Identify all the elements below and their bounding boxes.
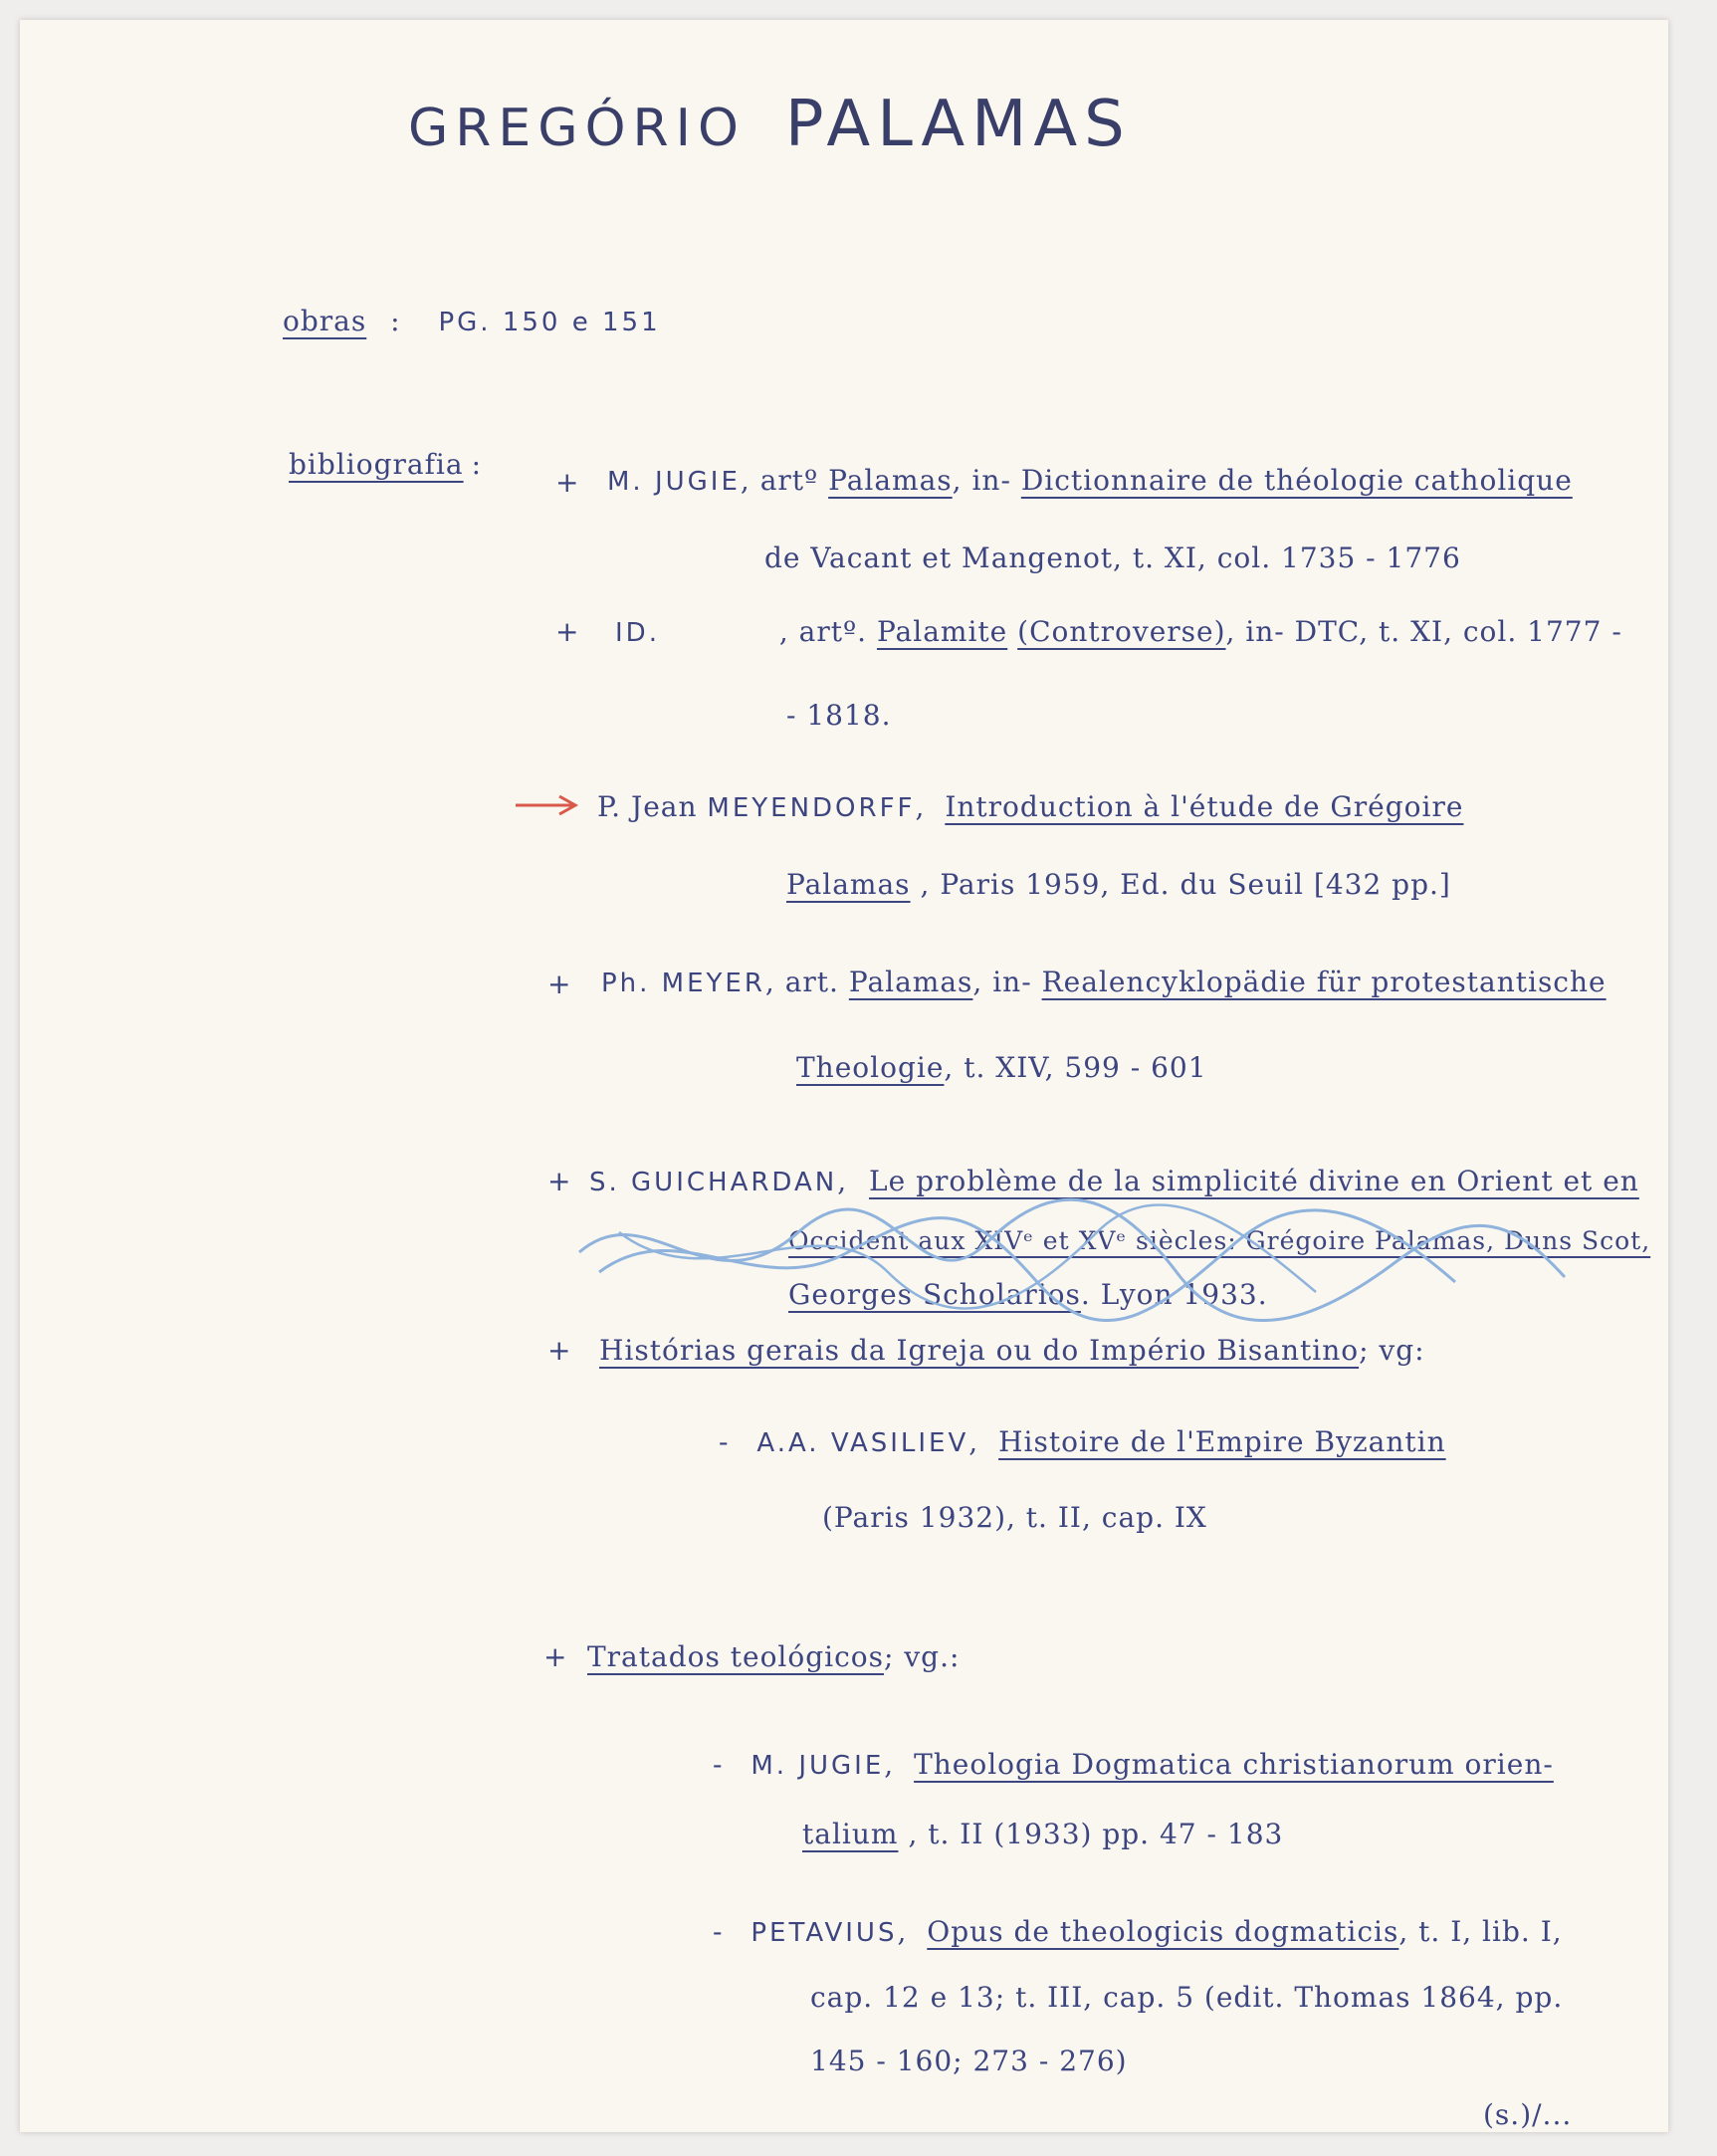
entry-work: Histoire de l'Empire Byzantin xyxy=(998,1425,1446,1458)
page-title xyxy=(408,88,1132,161)
entry-author: M. JUGIE xyxy=(607,467,741,497)
dash: - xyxy=(713,1748,724,1781)
entry-text: ; vg.: xyxy=(884,1640,961,1673)
continued-mark: (s.)/... xyxy=(1483,2098,1573,2131)
entry-text: , artº xyxy=(740,464,819,497)
entry-work: Dictionnaire de théologie catholique xyxy=(1020,464,1573,497)
works-value: PG. 150 e 151 xyxy=(438,308,661,337)
document-page xyxy=(20,20,1668,2132)
title-first: GREGÓRIO xyxy=(408,99,746,158)
entry-text: , art. xyxy=(764,966,839,998)
red-arrow-icon xyxy=(514,790,583,820)
entry-text: , t. XIV, 599 - 601 xyxy=(944,1051,1207,1084)
entry-text: . Lyon 1933. xyxy=(1080,1278,1268,1311)
bullet: + xyxy=(547,968,571,1000)
entry-work: Opus de theologicis dogmaticis xyxy=(927,1915,1399,1948)
entry-text: ; vg: xyxy=(1359,1334,1425,1367)
entry-article: Palamite xyxy=(876,615,1008,648)
entry-continuation: (Paris 1932), t. II, cap. IX xyxy=(822,1501,1207,1534)
bullet: + xyxy=(543,1640,567,1673)
entry-work: Theologia Dogmatica christianorum orien- xyxy=(914,1748,1554,1781)
entry-work: Palamas xyxy=(786,868,911,901)
entry-continuation xyxy=(796,1051,1207,1084)
entry-author: A.A. VASILIEV xyxy=(756,1428,969,1458)
entry-text: , xyxy=(897,1915,908,1948)
entry-continuation: - 1818. xyxy=(786,699,892,732)
entry-author-prefix: P. Jean xyxy=(597,790,698,823)
entry-text: , xyxy=(837,1165,848,1197)
entry-text: , in- xyxy=(952,464,1011,497)
entry-continuation: 145 - 160; 273 - 276) xyxy=(810,2045,1128,2077)
entry-author: PETAVIUS xyxy=(751,1918,898,1948)
entry-text: , artº. xyxy=(778,615,868,648)
dash: - xyxy=(719,1425,730,1458)
entry-work: Le problème de la simplicité divine en Orient et en xyxy=(869,1165,1639,1197)
entry-text: , xyxy=(915,790,926,823)
bibliography-heading xyxy=(289,448,482,481)
entry-article: Palamas xyxy=(828,464,953,497)
entry-text: , t. I, lib. I, xyxy=(1398,1915,1563,1948)
entry-work: Theologie xyxy=(796,1051,945,1084)
entry-heading: Histórias gerais da Igreja ou do Império Bisantino xyxy=(599,1334,1360,1367)
entry-author: M. JUGIE xyxy=(751,1751,885,1781)
entry-text: , xyxy=(884,1748,895,1781)
entry-continuation xyxy=(786,868,1451,901)
entry-heading: Tratados teológicos xyxy=(587,1640,885,1673)
entry-id-palamite xyxy=(615,615,1622,648)
entry-work: Occident aux XIVᵉ et XVᵉ siècles: Grégoire Palamas, Duns Scot, xyxy=(788,1226,1651,1255)
entry-work: Introduction à l'étude de Grégoire xyxy=(945,790,1464,823)
bullet: + xyxy=(547,1165,571,1197)
works-label: obras xyxy=(283,305,367,337)
works-line xyxy=(283,305,661,337)
entry-work: talium xyxy=(802,1818,899,1850)
entry-article: Palamas xyxy=(848,966,973,998)
entry-article-paren: (Controverse) xyxy=(1017,615,1226,648)
entry-work: Realencyklopädie für protestantische xyxy=(1041,966,1607,998)
entry-author: Ph. MEYER xyxy=(601,969,765,998)
bibliography-sep: : xyxy=(471,448,483,481)
entry-work: Georges Scholarios xyxy=(788,1278,1081,1311)
entry-continuation xyxy=(802,1818,1283,1850)
entry-jugie-dtc xyxy=(607,464,1573,497)
entry-meyer xyxy=(601,966,1607,998)
title-second: PALAMAS xyxy=(784,88,1132,161)
crossed-out-scribble xyxy=(559,1183,1654,1322)
entry-continuation: de Vacant et Mangenot, t. XI, col. 1735 - 1776 xyxy=(764,541,1461,574)
entry-continuation: cap. 12 e 13; t. III, cap. 5 (edit. Thomas 1864, pp. xyxy=(810,1981,1564,2014)
entry-author: S. GUICHARDAN xyxy=(589,1168,838,1197)
entry-historias xyxy=(599,1334,1425,1367)
entry-text: , t. II (1933) pp. 47 - 183 xyxy=(908,1818,1284,1850)
entry-text: , in- DTC, t. XI, col. 1777 - xyxy=(1225,615,1622,648)
entry-vasiliev xyxy=(719,1425,1446,1458)
bullet: + xyxy=(547,1334,571,1367)
entry-text: , xyxy=(968,1425,979,1458)
entry-author: ID. xyxy=(615,618,660,648)
bullet: + xyxy=(555,466,579,499)
entry-text: , Paris 1959, Ed. du Seuil [432 pp.] xyxy=(920,868,1451,901)
bullet: + xyxy=(555,615,579,648)
works-sep: : xyxy=(390,305,401,337)
entry-meyendorff xyxy=(597,790,1463,823)
entry-text: , in- xyxy=(972,966,1032,998)
bibliography-label: bibliografia xyxy=(289,448,464,481)
dash: - xyxy=(713,1915,724,1948)
entry-jugie-theologia xyxy=(713,1748,1554,1781)
entry-tratados xyxy=(587,1640,960,1673)
entry-author: MEYENDORFF xyxy=(707,793,916,823)
entry-petavius xyxy=(713,1915,1563,1948)
